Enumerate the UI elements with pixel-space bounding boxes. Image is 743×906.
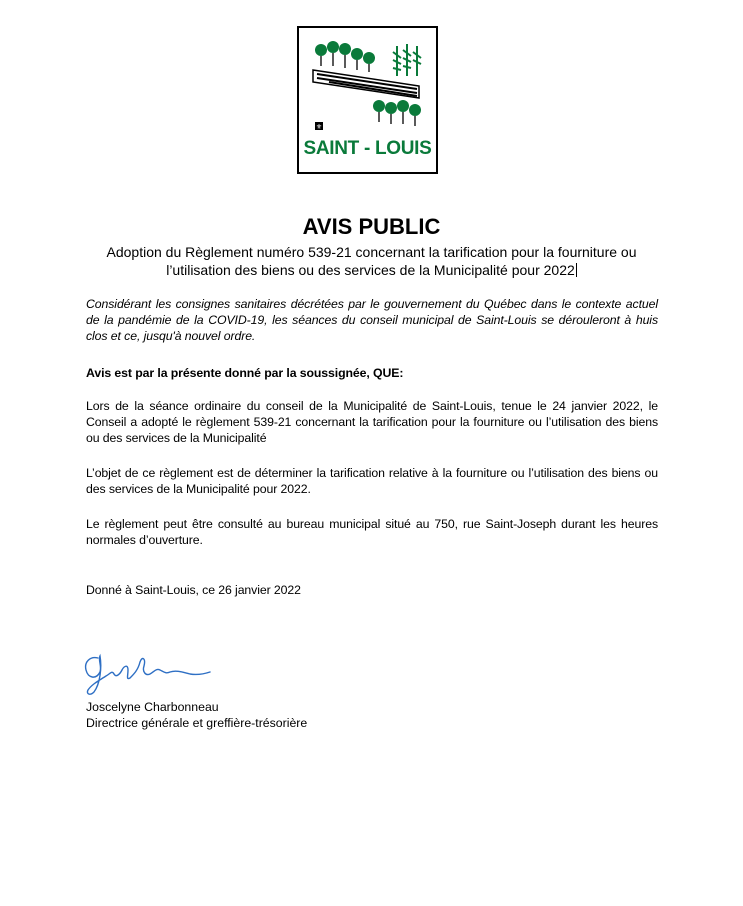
given-date: Donné à Saint-Louis, ce 26 janvier 2022: [86, 583, 301, 597]
text-cursor: [576, 263, 577, 277]
signer-name: Joscelyne Charbonneau: [86, 700, 219, 714]
subtitle-line-1: Adoption du Règlement numéro 539-21 concernant la tarification pour la fourniture ou: [106, 244, 637, 260]
notice-title: AVIS PUBLIC: [302, 214, 441, 239]
announcement-line: Avis est par la présente donné par la soussignée, QUE:: [86, 366, 404, 380]
signer-role: Directrice générale et greffière-trésorière: [86, 716, 308, 730]
intro-paragraph: Considérant les consignes sanitaires décrétées par le gouvernement du Québec dans le contexte actuel de la pandémie de la COVID-19, les séances du conseil municipal de Saint-Louis se dérouleront à huis clos et ce, jusqu'à nouvel ordre.: [86, 297, 658, 343]
svg-text:⚜: ⚜: [315, 123, 323, 131]
logo-emblem-icon: [309, 36, 429, 136]
paragraph-consultation: Le règlement peut être consulté au bureau municipal situé au 750, rue Saint-Joseph durant les heures normales d’ouverture.: [86, 517, 658, 547]
paragraph-object: L’objet de ce règlement est de déterminer la tarification relative à la fourniture ou l’utilisation des biens ou des services de la Municipalité pour 2022.: [86, 466, 658, 496]
subtitle-line-2: l’utilisation des biens ou des services de la Municipalité pour 2022: [166, 262, 575, 278]
notice-subtitle: [60, 243, 683, 279]
municipal-logo: [297, 26, 438, 174]
handwritten-signature: [80, 650, 220, 705]
paragraph-adoption: Lors de la séance ordinaire du conseil de la Municipalité de Saint-Louis, tenue le 24 janvier 2022, le Conseil a adopté le règlement 539-21 concernant la tarification pour la fourniture ou l’utilisation des biens ou des services de la Municipalité: [86, 399, 658, 445]
logo-town-name: SAINT - LOUIS: [303, 138, 432, 159]
